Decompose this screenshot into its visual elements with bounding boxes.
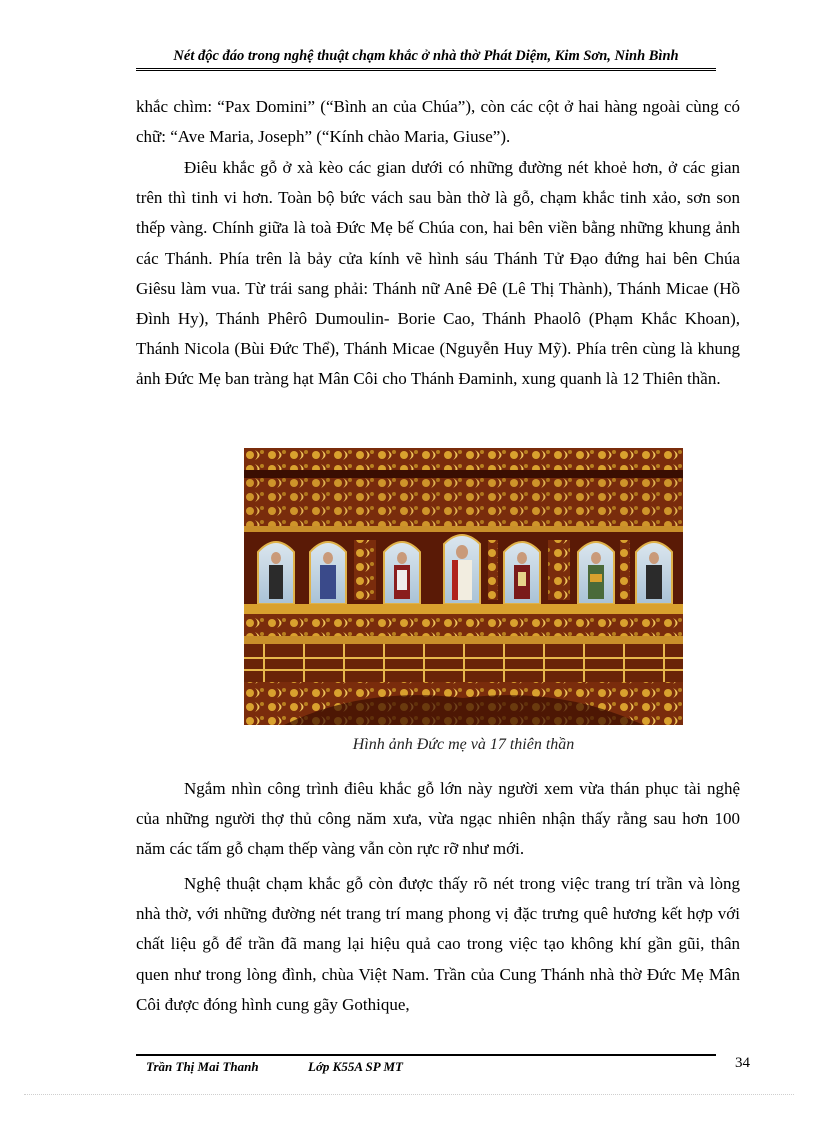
lower-lattice	[244, 644, 683, 682]
top-gilded-frieze	[244, 448, 683, 470]
middle-carved-band	[244, 614, 683, 636]
upper-carved-band	[244, 478, 683, 526]
footer-author: Trần Thị Mai Thanh	[146, 1059, 259, 1074]
page-number: 34	[735, 1055, 750, 1071]
footer-rule	[136, 1054, 716, 1056]
altar-photo-illustration	[244, 448, 683, 725]
paragraph-4: Nghệ thuật chạm khắc gỗ còn được thấy rõ nét trong việc trang trí trần và lòng nhà thờ, với những đường nét trang trí mang phong vị đặc trưng quê hương kết hợp với chất liệu gỗ để trần đã mang lại hiệu quả cao trong việc tạo không khí gần gũi, thân quen như trong lòng đình, chùa Việt Nam. Trần của Cung Thánh nhà thờ Đức Mẹ Mân Côi được đóng hình cung gãy Gothique,	[136, 874, 740, 1014]
footer-class: Lớp K55A SP MT	[308, 1059, 403, 1074]
page-border-dots	[24, 1094, 794, 1095]
altar-photo	[244, 448, 683, 725]
page-header-title: Nét độc đáo trong nghệ thuật chạm khắc ở nhà thờ Phát Diệm, Kim Sơn, Ninh Bình	[173, 48, 679, 64]
figure-caption: Hình ảnh Đức mẹ và 17 thiên thần	[352, 736, 575, 753]
header-rule	[136, 68, 716, 71]
paragraph-3: Ngắm nhìn công trình điêu khắc gỗ lớn này người xem vừa thán phục tài nghệ của những người thợ thủ công năm xưa, vừa ngạc nhiên nhận thấy rằng sau hơn 100 năm các tấm gỗ chạm thếp vàng vẫn còn rực rỡ như mới.	[136, 779, 740, 859]
paragraph-1: khắc chìm: “Pax Domini” (“Bình an của Chúa”), còn các cột ở hai hàng ngoài cùng có chữ: “Ave Maria, Joseph” (“Kính chào Maria, Giuse”).	[136, 97, 740, 147]
gilded-ledge	[244, 604, 683, 614]
stained-glass-windows	[244, 532, 683, 604]
paragraph-2: Điêu khắc gỗ ở xà kèo các gian dưới có những đường nét khoẻ hơn, ở các gian trên thì tinh vi hơn. Toàn bộ bức vách sau bàn thờ là gỗ, chạm khắc tinh xảo, sơn son thếp vàng. Chính giữa là toà Đức Mẹ bế Chúa con, hai bên viền bằng những khung ảnh các Thánh. Phía trên là bảy cửa kính vẽ hình sáu Thánh Tử Đạo đứng hai bên Chúa Giêsu làm vua. Từ trái sang phải: Thánh nữ Anê Đê (Lê Thị Thành), Thánh Micae (Hồ Đình Hy), Thánh Phêrô Dumoulin- Borie Cao, Thánh Phaolô (Phạm Khắc Khoan), Thánh Nicola (Bùi Đức Thể), Thánh Micae (Nguyễn Huy Mỹ). Phía trên cùng là khung ảnh Đức Mẹ ban tràng hạt Mân Côi cho Thánh Đaminh, xung quanh là 12 Thiên thần.	[136, 158, 740, 389]
